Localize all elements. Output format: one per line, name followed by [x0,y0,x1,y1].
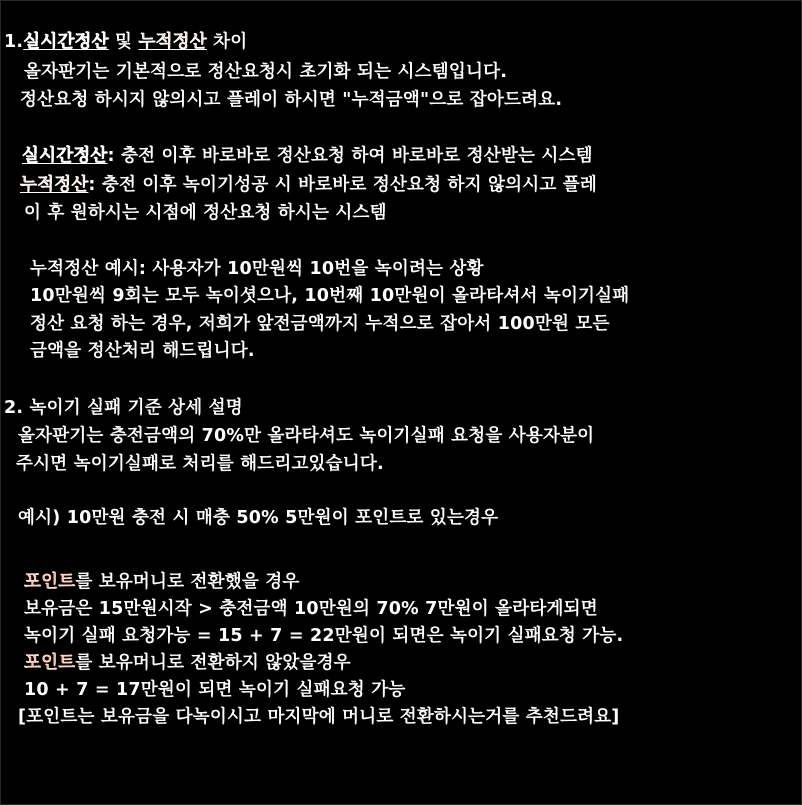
cumulative-definition-cont: 이 후 원하시는 시점에 정산요청 하시는 시스템 [24,203,387,223]
realtime-definition [22,145,593,167]
section2-line2: 주시면 녹이기실패로 처리를 해드리고있습니다. [16,454,384,474]
realtime-settlement-highlight: 실시간정산 [23,32,109,52]
recommendation: [포인트는 보유금을 다녹이시고 마지막에 머니로 전환하시는거를 추천드려요] [18,707,620,727]
point-highlight-2: 포인트 [24,653,76,673]
case2-rest: 를 보유머니로 전환하지 않았을경우 [75,653,351,673]
section2-line1: 올자판기는 충전금액의 70%만 올라타셔도 녹이기실패 요청을 사용자분이 [18,426,595,446]
section2-example: 예시) 10만원 충전 시 매충 50% 5만원이 포인트로 있는경우 [18,508,499,528]
section1-line1: 올자판기는 기본적으로 정산요청시 초기화 되는 시스템입니다. [24,62,508,82]
case1-heading [24,571,299,593]
cumulative-definition [20,174,597,196]
section1-line2: 정산요청 하시지 않의시고 플레이 하시면 "누적금액"으로 잡아드려요. [20,90,563,110]
example-line3: 정산 요청 하는 경우, 저희가 앞전금액까지 누적으로 잡아서 100만원 모든 [30,314,610,334]
section2-title: 2. 녹이기 실패 기준 상세 설명 [4,398,243,418]
cumulative-desc: : 충전 이후 녹이기성공 시 바로바로 정산요청 하지 않의시고 플레 [88,175,597,195]
example-line1: 누적정산 예시: 사용자가 10만원씩 10번을 녹이려는 상황 [30,259,484,279]
realtime-desc: : 충전 이후 바로바로 정산요청 하여 바로바로 정산받는 시스템 [107,146,593,166]
example-line2: 10만원씩 9회는 모두 녹이셧으나, 10번째 10만원이 올라타셔서 녹이기실패 [30,286,630,306]
section1-number: 1. [4,32,24,52]
difference-text: 차이 [206,32,248,52]
case2-heading [24,652,351,674]
case1-rest: 를 보유머니로 전환했을 경우 [75,572,300,592]
case2-line1: 10 + 7 = 17만원이 되면 녹이기 실패요청 가능 [24,680,406,700]
section1-title [4,31,247,53]
and-text: 및 [108,32,139,52]
case1-line1: 보유금은 15만원시작 > 충전금액 10만원의 70% 7만원이 올라타게되면 [24,599,598,619]
cumulative-label: 누적정산 [20,175,89,195]
example-line4: 금액을 정산처리 해드립니다. [30,341,255,361]
case1-line2: 녹이기 실패 요청가능 = 15 + 7 = 22만원이 되면은 녹이기 실패요청 가능. [24,626,624,646]
realtime-label: 실시간정산 [22,146,108,166]
point-highlight-1: 포인트 [24,572,76,592]
cumulative-settlement-highlight: 누적정산 [138,32,207,52]
